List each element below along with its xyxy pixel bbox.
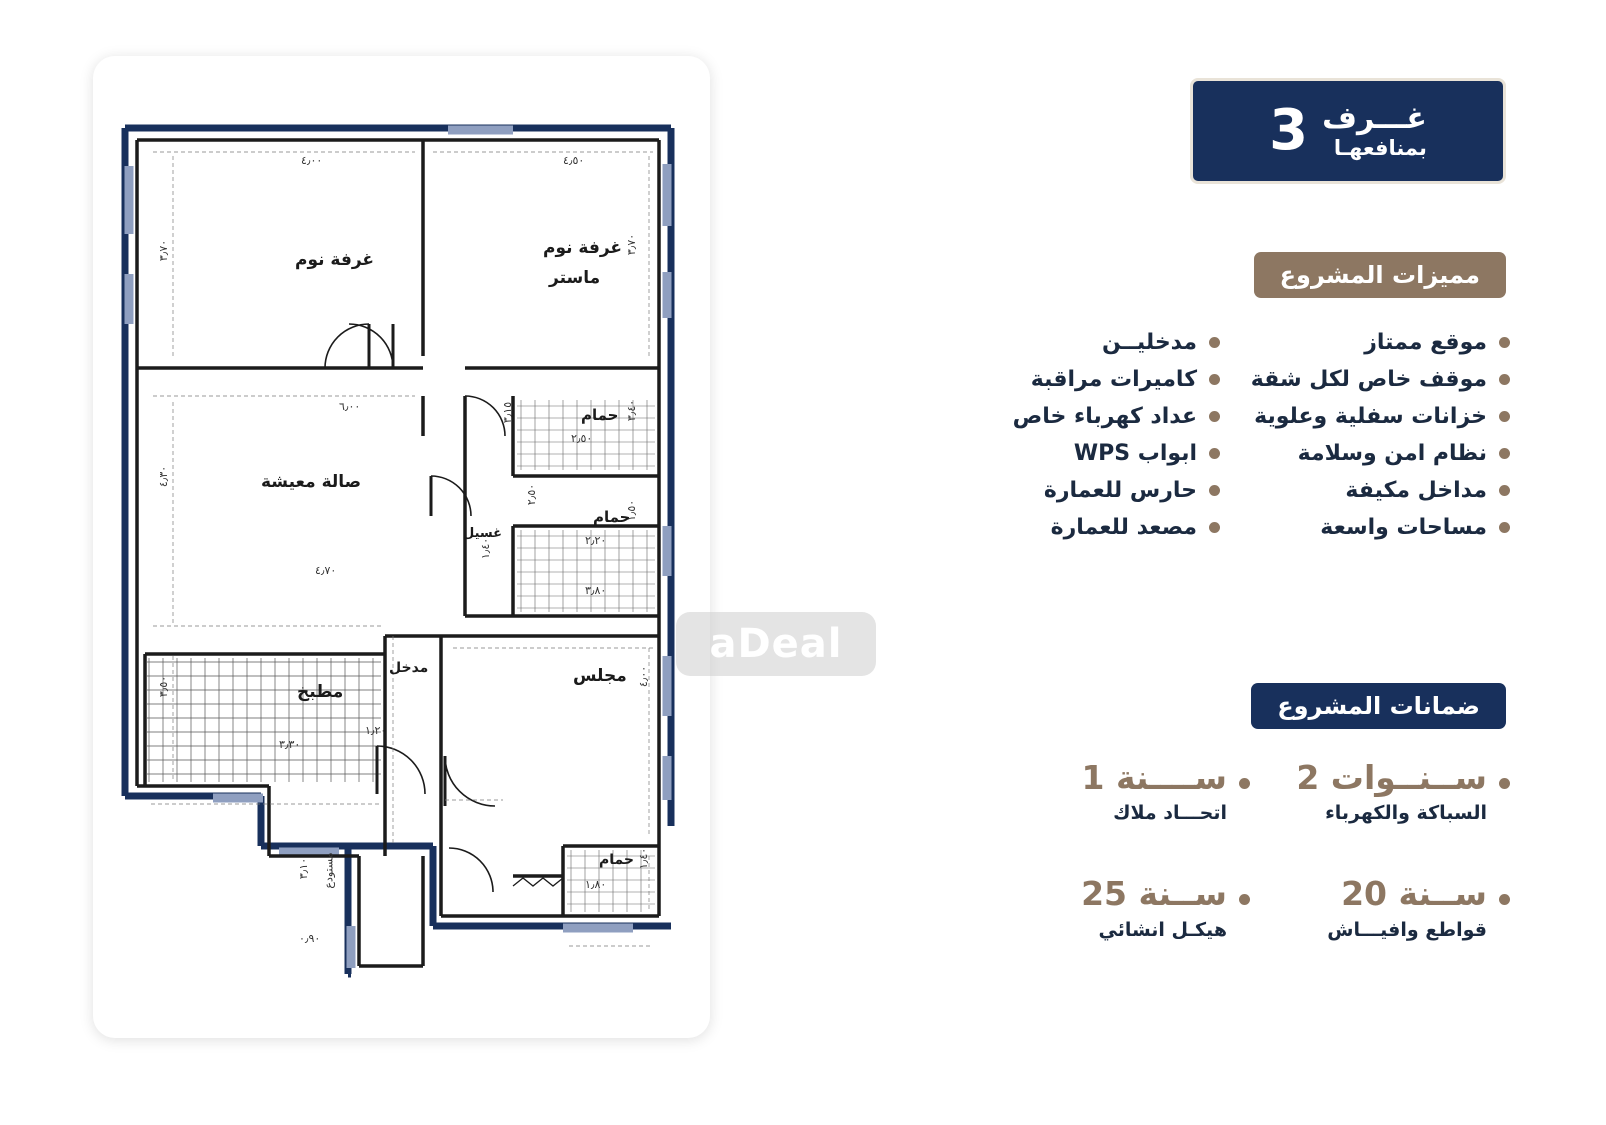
features-section-title: مميزات المشروع bbox=[1254, 252, 1506, 298]
plan-room-label: مدخل bbox=[389, 660, 429, 676]
warranty-desc: قواطع وافيـــاش bbox=[1327, 918, 1487, 941]
plan-room-label: ماستر bbox=[549, 268, 601, 288]
features-lists bbox=[990, 330, 1510, 540]
rooms-badge-line1: غـــرف bbox=[1322, 100, 1427, 136]
info-panel bbox=[990, 0, 1510, 1125]
warranty-years: ســــنة 1 bbox=[1081, 758, 1227, 797]
feature-item bbox=[1220, 367, 1510, 392]
bullet-dot-icon bbox=[1499, 485, 1510, 496]
warranty-desc: هيكـل انشائي bbox=[1098, 918, 1227, 941]
rooms-badge bbox=[1190, 78, 1506, 184]
plan-dimension: ٤٫٥٠ bbox=[563, 154, 585, 167]
feature-item bbox=[990, 515, 1220, 540]
plan-dimension: ١٫٤٠ bbox=[637, 847, 651, 870]
bullet-dot-icon bbox=[1239, 778, 1250, 789]
plan-dimension: ٣٫٤٠ bbox=[625, 399, 639, 422]
plan-dimension: ١٫٨٠ bbox=[585, 878, 607, 891]
plan-room-label: غرفة نوم bbox=[295, 250, 375, 270]
feature-item bbox=[990, 478, 1220, 503]
feature-item bbox=[1220, 441, 1510, 466]
bullet-dot-icon bbox=[1499, 337, 1510, 348]
feature-item bbox=[990, 330, 1220, 355]
plan-room-label: غسيل bbox=[463, 526, 503, 541]
plan-dimension: ٠٫٩٠ bbox=[299, 932, 321, 945]
bullet-dot-icon bbox=[1209, 448, 1220, 459]
feature-item bbox=[1220, 478, 1510, 503]
bullet-dot-icon bbox=[1499, 374, 1510, 385]
watermark bbox=[676, 612, 876, 676]
warranty-desc: اتحـــاد ملاك bbox=[1113, 802, 1227, 825]
floor-plan-drawing bbox=[93, 56, 710, 1038]
warranty-row bbox=[990, 876, 1510, 992]
rooms-badge-line2: بمنافعهـا bbox=[1333, 136, 1427, 161]
bullet-dot-icon bbox=[1209, 411, 1220, 422]
plan-dimension: ٣٫٧٠ bbox=[157, 239, 171, 262]
plan-room-label: حمام bbox=[593, 508, 631, 526]
plan-dimension: ٣٫٣٠ bbox=[279, 738, 301, 751]
feature-label: مصعد للعمارة bbox=[1050, 515, 1197, 540]
plan-dimension: ١٫٢٠ bbox=[365, 724, 387, 737]
bullet-dot-icon bbox=[1499, 522, 1510, 533]
plan-dimension: ٢٫٢٠ bbox=[585, 534, 607, 547]
plan-room-label: مجلس bbox=[573, 666, 627, 686]
feature-label: نظام امن وسلامة bbox=[1297, 441, 1487, 466]
plan-dimension: مستودع bbox=[322, 852, 336, 889]
warranty-item bbox=[1250, 760, 1510, 824]
feature-label: كاميرات مراقبة bbox=[1030, 367, 1197, 392]
warranty-years: ســنة 20 bbox=[1341, 874, 1487, 914]
plan-dimension: ٤٫٠٠ bbox=[637, 665, 651, 688]
bullet-dot-icon bbox=[1209, 522, 1220, 533]
bullet-dot-icon bbox=[1499, 448, 1510, 459]
warranty-grid bbox=[990, 760, 1510, 993]
plan-dimension: ٣٫٧٠ bbox=[625, 233, 639, 256]
warranty-years: ســنة 25 bbox=[1081, 874, 1227, 914]
plan-dimension: ٣٫١٠ bbox=[297, 857, 311, 880]
bullet-dot-icon bbox=[1209, 374, 1220, 385]
feature-label: خزانات سفلية وعلوية bbox=[1254, 404, 1487, 429]
bullet-dot-icon bbox=[1499, 894, 1510, 905]
plan-dimension: ٣٫٥٠ bbox=[157, 675, 171, 698]
bullet-dot-icon bbox=[1499, 778, 1510, 789]
feature-item bbox=[1220, 404, 1510, 429]
plan-room-label: غرفة نوم bbox=[543, 238, 623, 258]
floor-plan-card bbox=[93, 56, 710, 1038]
feature-item bbox=[990, 404, 1220, 429]
feature-label: عداد كهرباء خاص bbox=[1012, 404, 1197, 429]
plan-dimension: ٤٫٠٠ bbox=[301, 154, 323, 167]
features-column-left bbox=[1220, 330, 1510, 540]
plan-dimension: ٢٫٥٠ bbox=[525, 483, 539, 506]
plan-dimension: ٣٫١٥ bbox=[501, 401, 515, 424]
feature-item bbox=[990, 367, 1220, 392]
bullet-dot-icon bbox=[1239, 894, 1250, 905]
feature-label: مساحات واسعة bbox=[1320, 515, 1487, 540]
warranty-item bbox=[990, 876, 1250, 940]
plan-dimension: ٢٫٥٠ bbox=[571, 432, 593, 445]
feature-label: ابواب WPS bbox=[1073, 441, 1197, 466]
feature-label: حارس للعمارة bbox=[1043, 478, 1197, 503]
plan-room-label: حمام bbox=[581, 406, 619, 424]
feature-label: موقف خاص لكل شقة bbox=[1250, 367, 1487, 392]
feature-item bbox=[1220, 330, 1510, 355]
plan-dimension: ٦٫٠٠ bbox=[339, 400, 361, 413]
plan-dimension: ٤٫٣٠ bbox=[157, 465, 171, 488]
plan-dimension: ١٫٥٠ bbox=[625, 499, 639, 522]
feature-label: موقع ممتاز bbox=[1364, 330, 1487, 355]
warranty-desc: السباكة والكهرباء bbox=[1325, 802, 1487, 825]
warranty-item bbox=[990, 760, 1250, 824]
plan-room-label: حمام bbox=[599, 852, 634, 868]
warranty-years: ســنــوات 2 bbox=[1296, 758, 1487, 797]
bullet-dot-icon bbox=[1209, 337, 1220, 348]
warranty-section-title: ضمانات المشروع bbox=[1251, 683, 1506, 729]
plan-dimension: ٣٫٨٠ bbox=[585, 584, 607, 597]
bullet-dot-icon bbox=[1499, 411, 1510, 422]
feature-item bbox=[1220, 515, 1510, 540]
plan-room-label: صالة معيشة bbox=[261, 472, 362, 492]
feature-label: مداخل مكيفة bbox=[1345, 478, 1487, 503]
warranty-row bbox=[990, 760, 1510, 876]
warranty-item bbox=[1250, 876, 1510, 940]
plan-dimension: ١٫٤٠ bbox=[479, 537, 493, 560]
features-column-right bbox=[990, 330, 1220, 540]
feature-item bbox=[990, 441, 1220, 466]
plan-room-label: مطبخ bbox=[297, 682, 344, 702]
plan-dimension: ٤٫٧٠ bbox=[315, 564, 337, 577]
watermark-text: aDeal bbox=[709, 621, 843, 667]
rooms-badge-number: 3 bbox=[1269, 98, 1309, 163]
bullet-dot-icon bbox=[1209, 485, 1220, 496]
feature-label: مدخليــن bbox=[1102, 330, 1197, 355]
